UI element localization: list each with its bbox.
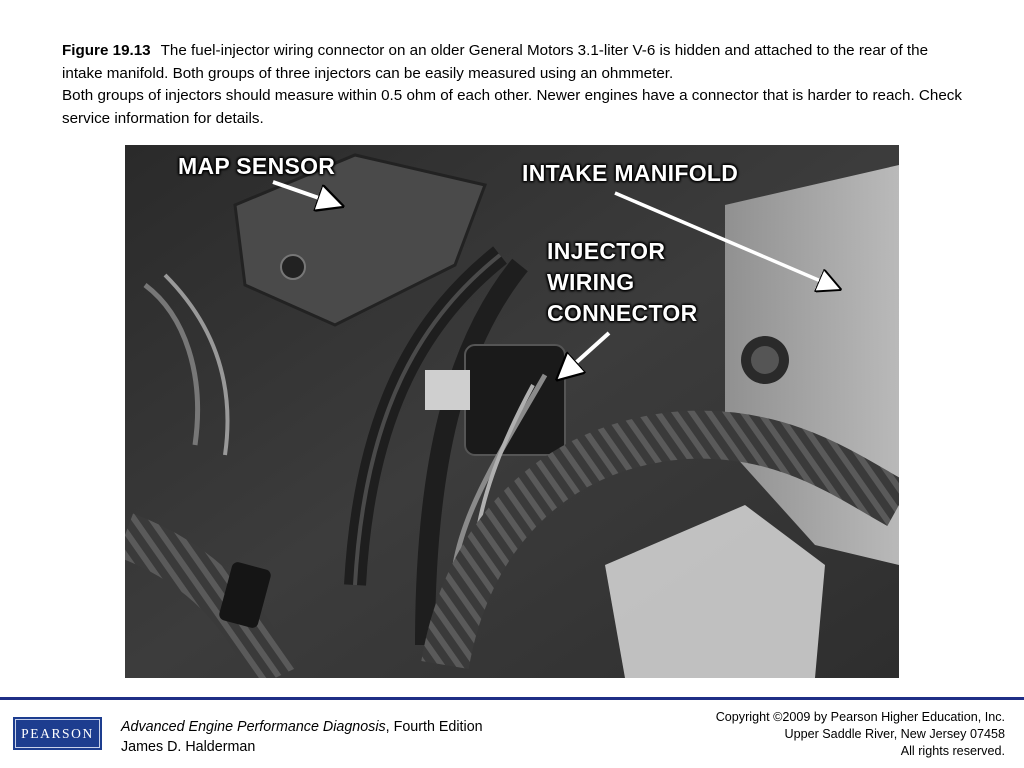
book-title-line xyxy=(121,717,483,737)
caption-paragraph-2: Both groups of injectors should measure within 0.5 ohm of each other. Newer engines have a connector that is harder to reach. Check service information for details. xyxy=(62,87,962,127)
book-info xyxy=(121,717,483,757)
copyright-line-3: All rights reserved. xyxy=(900,744,1005,758)
figure-label: Figure 19.13 xyxy=(62,42,151,59)
book-edition: , Fourth Edition xyxy=(385,719,483,735)
injector-label-line-1: INJECTOR xyxy=(547,238,666,264)
injector-label-line-2: WIRING xyxy=(547,269,635,295)
engine-photo xyxy=(125,145,899,678)
pearson-logo xyxy=(13,717,102,750)
copyright-line-2: Upper Saddle River, New Jersey 07458 xyxy=(784,727,1005,741)
footer-divider xyxy=(0,697,1024,700)
injector-label-line-3: CONNECTOR xyxy=(547,300,698,326)
copyright-line-1: Copyright ©2009 by Pearson Higher Education, Inc. xyxy=(715,710,1005,724)
injector-wiring-connector-label xyxy=(547,236,698,329)
map-sensor-label: MAP SENSOR xyxy=(178,153,336,179)
copyright-notice xyxy=(716,709,1005,760)
pearson-logo-text: PEARSON xyxy=(21,725,94,741)
caption-text-1: The fuel-injector wiring connector on an older General Motors 3.1-liter V-6 is hidden and attached to the rear of the intake manifold. Both groups of three injectors can be easily measured using an ohmmeter. xyxy=(62,42,929,82)
book-title: Advanced Engine Performance Diagnosis xyxy=(121,719,386,735)
engine-photo-illustration xyxy=(125,145,899,678)
figure-caption xyxy=(62,40,967,130)
caption-paragraph-1 xyxy=(62,40,967,85)
book-author: James D. Halderman xyxy=(121,739,256,755)
injector-connector-shape xyxy=(465,345,565,455)
intake-manifold-label: INTAKE MANIFOLD xyxy=(522,160,739,186)
